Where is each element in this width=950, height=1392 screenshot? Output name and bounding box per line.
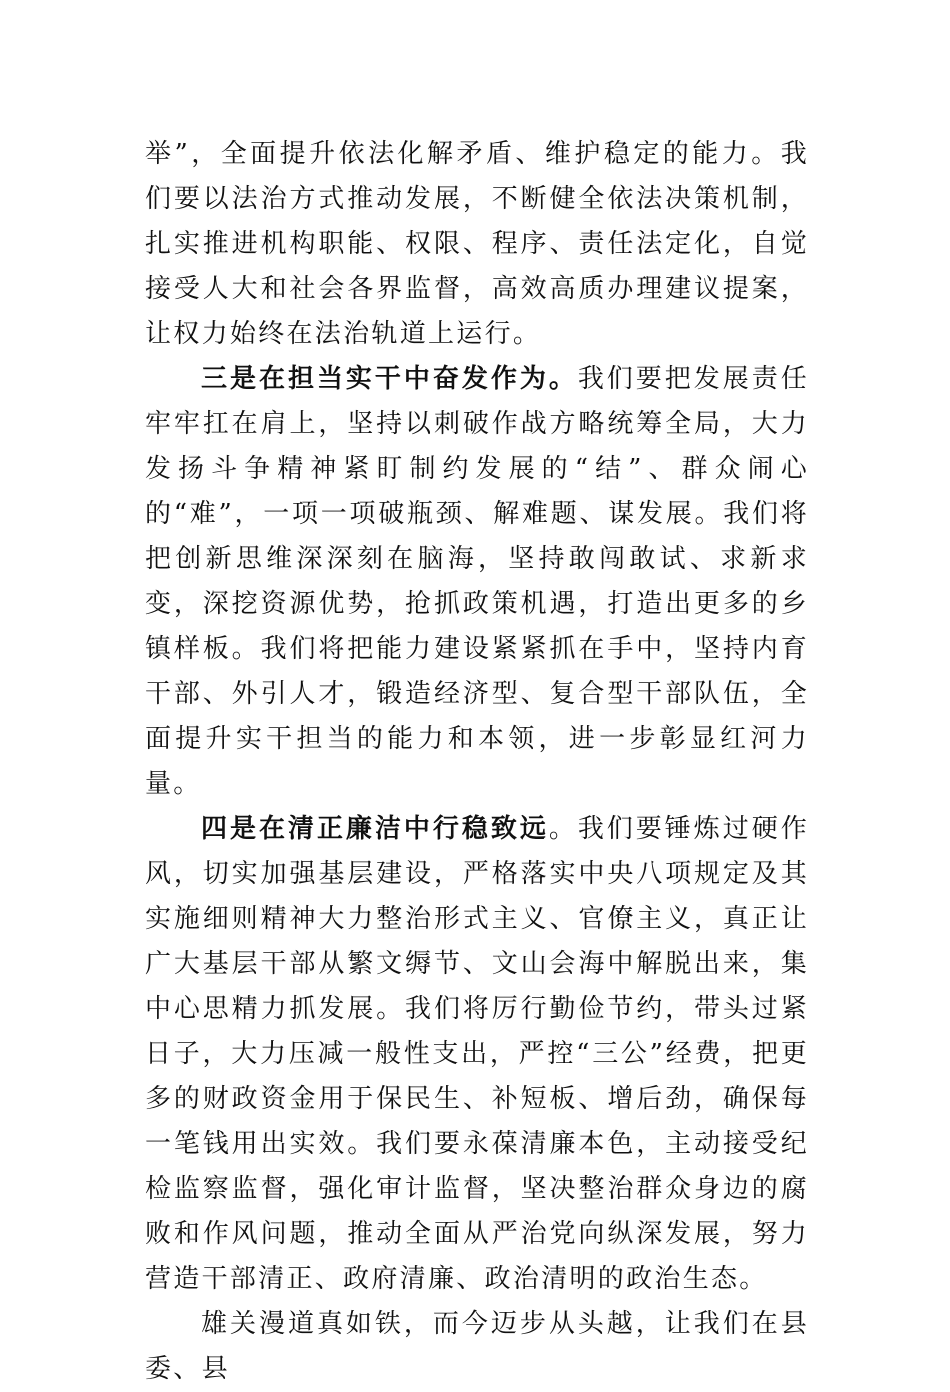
paragraph-section-three bbox=[145, 357, 809, 807]
document-body bbox=[145, 132, 809, 1392]
paragraph-text: 我们要把发展责任牢牢扛在肩上，坚持以刺破作战方略统筹全局，大力发扬斗争精神紧盯制约发展的“结”、群众闹心的“难”，一项一项破瓶颈、解难题、谋发展。我们将把创新思维深深刻在脑海，坚持敢闯敢试、求新求变，深挖资源优势，抢抓政策机遇，打造出更多的乡镇样板。我们将把能力建设紧紧抓在手中，坚持内育干部、外引人才，锻造经济型、复合型干部队伍，全面提升实干担当的能力和本领，进一步彰显红河力量。 bbox=[145, 364, 810, 799]
paragraph-rule-of-law bbox=[145, 132, 809, 357]
section-heading-three: 三是在担当实干中奋发作为。 bbox=[201, 364, 578, 394]
section-heading-four: 四是在清正廉洁中行稳致远 bbox=[201, 814, 549, 844]
paragraph-section-four bbox=[145, 807, 809, 1302]
paragraph-text: 举”，全面提升依法化解矛盾、维护稳定的能力。我们要以法治方式推动发展，不断健全依法决策机制，扎实推进机构职能、权限、程序、责任法定化，自觉接受人大和社会各界监督，高效高质办理建议提案，让权力始终在法治轨道上运行。 bbox=[145, 139, 809, 349]
paragraph-text: 雄关漫道真如铁，而今迈步从头越，让我们在县委、县 bbox=[145, 1309, 809, 1384]
paragraph-text: 。我们要锤炼过硬作风，切实加强基层建设，严格落实中央八项规定及其实施细则精神大力整治形式主义、官僚主义，真正让广大基层干部从繁文缛节、文山会海中解脱出来，集中心思精力抓发展。我们将厉行勤俭节约，带头过紧日子，大力压减一般性支出，严控“三公”经费，把更多的财政资金用于保民生、补短板、增后劲，确保每一笔钱用出实效。我们要永葆清廉本色，主动接受纪检监察监督，强化审计监督，坚决整治群众身边的腐败和作风问题，推动全面从严治党向纵深发展，努力营造干部清正、政府清廉、政治清明的政治生态。 bbox=[145, 814, 810, 1294]
paragraph-closing bbox=[145, 1302, 809, 1392]
